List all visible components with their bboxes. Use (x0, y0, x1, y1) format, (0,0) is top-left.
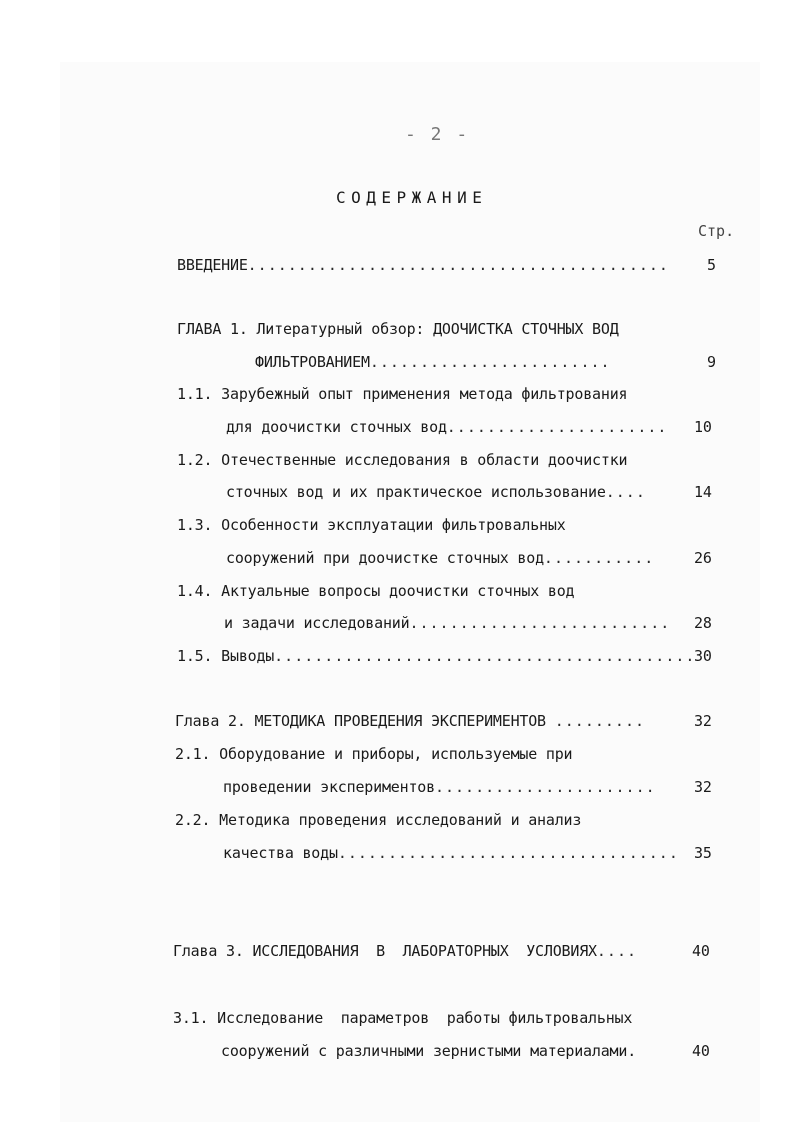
page-column-label: Стр. (698, 222, 735, 240)
toc-page-number: 28 (694, 614, 712, 632)
toc-chapter-1-line1: ГЛАВА 1. Литературный обзор: ДООЧИСТКА СТОЧНЫХ ВОД (177, 320, 619, 338)
toc-entry-text: ФИЛЬТРОВАНИЕМ (255, 353, 370, 371)
toc-entry-text: проведении экспериментов (223, 778, 435, 796)
toc-page-number: 30 (694, 647, 712, 665)
toc-page-number: 35 (694, 844, 712, 862)
toc-entry-text: сточных вод и их практическое использование (226, 483, 606, 501)
toc-leader-dots: ......... (554, 712, 646, 730)
toc-page-number: 10 (694, 418, 712, 436)
toc-page-number: 40 (692, 942, 710, 960)
toc-section-2-2-line1: 2.2. Методика проведения исследований и анализ (175, 811, 582, 829)
toc-chapter-1[interactable] (255, 353, 722, 371)
toc-section-3-1-line1: 3.1. Исследование параметров работы фильтровальных (173, 1009, 633, 1027)
toc-leader-dots: .......................................... (274, 647, 696, 665)
toc-entry-text: Глава 2. МЕТОДИКА ПРОВЕДЕНИЯ ЭКСПЕРИМЕНТОВ (175, 712, 546, 730)
toc-entry-text: 1.5. Выводы (177, 647, 275, 665)
toc-section-2-1[interactable] (223, 778, 722, 796)
toc-entry-text: сооружений при доочистке сточных вод (226, 549, 544, 567)
toc-entry-text: ВВЕДЕНИЕ (177, 256, 248, 274)
toc-entry-text: сооружений с различными зернистыми материалами. (221, 1042, 637, 1060)
toc-leader-dots: ...................... (434, 778, 656, 796)
toc-page-number: 40 (692, 1042, 710, 1060)
toc-page-number: 14 (694, 483, 712, 501)
toc-entry-intro[interactable] (177, 256, 722, 274)
toc-section-1-3[interactable] (226, 549, 722, 567)
toc-section-1-2[interactable] (226, 483, 722, 501)
toc-section-3-1[interactable] (221, 1042, 722, 1060)
page-number: - 2 - (405, 124, 470, 145)
toc-section-1-3-line1: 1.3. Особенности эксплуатации фильтровальных (177, 516, 566, 534)
toc-leader-dots: ........................ (369, 353, 611, 371)
toc-leader-dots: .......................... (409, 614, 671, 632)
toc-section-1-1-line1: 1.1. Зарубежный опыт применения метода фильтрования (177, 385, 628, 403)
toc-entry-text: для доочистки сточных вод (226, 418, 447, 436)
toc-leader-dots: .... (605, 483, 646, 501)
toc-leader-dots: .......................................... (247, 256, 669, 274)
toc-section-1-1[interactable] (226, 418, 722, 436)
toc-leader-dots: .... (596, 942, 638, 960)
toc-leader-dots: ...................... (446, 418, 668, 436)
toc-section-2-1-line1: 2.1. Оборудование и приборы, используемые при (175, 745, 573, 763)
toc-page-number: 32 (694, 712, 712, 730)
toc-page-number: 26 (694, 549, 712, 567)
page-title: СОДЕРЖАНИЕ (336, 188, 488, 207)
toc-leader-dots: ........... (543, 549, 655, 567)
toc-page-number: 32 (694, 778, 712, 796)
toc-section-2-2[interactable] (223, 844, 722, 862)
toc-chapter-3[interactable] (173, 942, 722, 960)
toc-section-1-2-line1: 1.2. Отечественные исследования в области доочистки (177, 451, 628, 469)
toc-section-1-5[interactable] (177, 647, 722, 665)
toc-section-1-4-line1: 1.4. Актуальные вопросы доочистки сточных вод (177, 582, 575, 600)
toc-entry-text: Глава 3. ИССЛЕДОВАНИЯ В ЛАБОРАТОРНЫХ УСЛОВИЯХ (173, 942, 597, 960)
toc-page-number: 9 (707, 353, 716, 371)
toc-leader-dots: .................................. (337, 844, 679, 862)
toc-entry-text: и задачи исследований (224, 614, 410, 632)
toc-chapter-2[interactable] (175, 712, 722, 730)
toc-entry-text: качества воды (223, 844, 338, 862)
toc-page-number: 5 (707, 256, 716, 274)
toc-section-1-4[interactable] (224, 614, 722, 632)
